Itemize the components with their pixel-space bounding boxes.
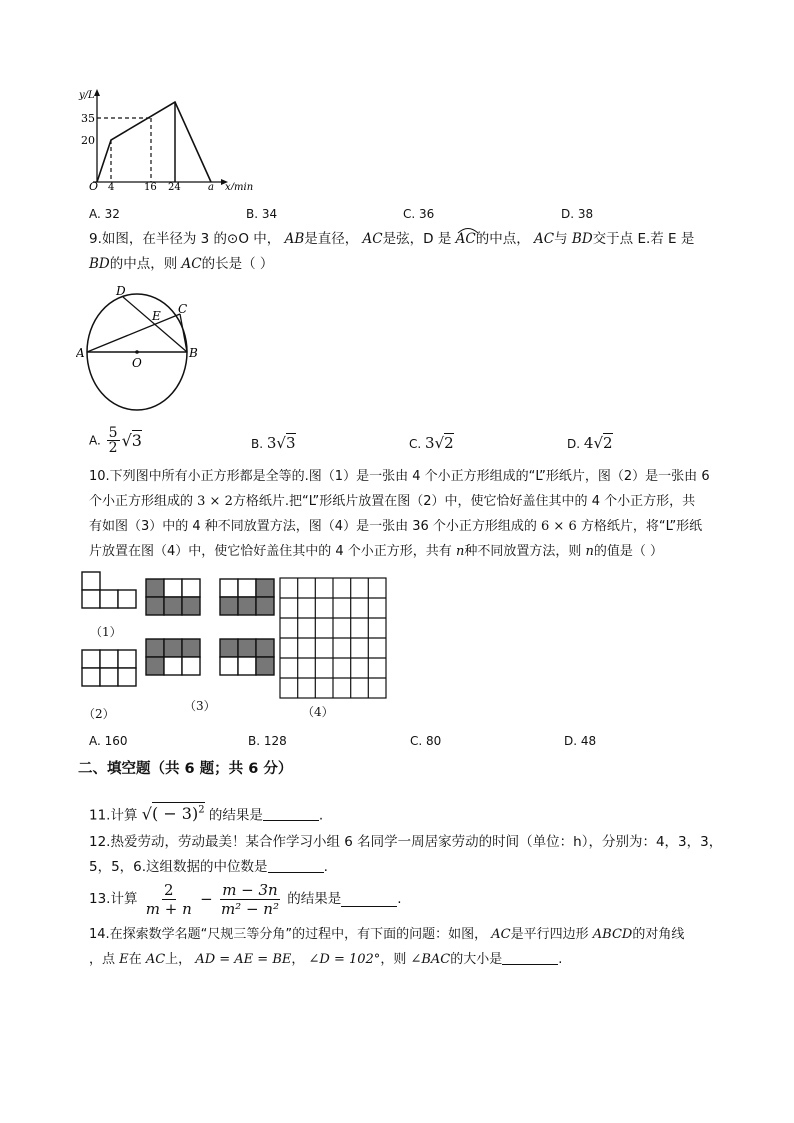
q13-fraction-1: $\frac{2}{m + n}$ bbox=[145, 880, 192, 918]
q10-figure-3-placement-4 bbox=[220, 639, 274, 675]
q10-caption-2: （2） bbox=[83, 707, 115, 721]
q9-label-o: O bbox=[132, 356, 142, 370]
q10-line-3: 有如图（3）中的 4 种不同放置方法，图（4）是一张由 36 个小正方形组成的 6 × 6 方格纸片，将“L”形纸 bbox=[89, 519, 703, 534]
q9-option-b[interactable]: B. 3√3 bbox=[251, 434, 296, 452]
q10-option-d[interactable]: D. 48 bbox=[564, 734, 597, 748]
q12-line-1: 12.热爱劳动，劳动最美！某合作学习小组 6 名同学一周居家劳动的时间（单位：h），分别为：4，3，3， bbox=[89, 834, 723, 850]
q10-caption-3: （3） bbox=[184, 699, 216, 713]
q12-answer-blank[interactable] bbox=[268, 858, 324, 873]
q13-fraction-2: $\frac{m - 3n}{\text{m² − n²}}$ bbox=[220, 880, 279, 918]
q10-figures bbox=[78, 568, 398, 720]
q8-y-tick-20: 20 bbox=[81, 134, 95, 147]
q11-line: 11.计算 √( − 3)$^2$ 的结果是 . bbox=[89, 804, 324, 824]
q10-figure-1-l-shape bbox=[82, 572, 136, 608]
q10-figure-3-placement-3 bbox=[146, 639, 200, 675]
q10-figure-2-grid bbox=[82, 650, 136, 686]
q10-option-b[interactable]: B. 128 bbox=[248, 734, 287, 748]
q14-line-1: 14.在探索数学名题“尺规三等分角”的过程中，有下面的问题：如图， AC是平行四边形 ABCD的对角线 bbox=[89, 927, 685, 942]
q9-options bbox=[89, 424, 709, 454]
q9-line-1: 9.如图，在半径为 3 的⊙O 中， AB是直径， AC是弦，D 是 AC的中点， AC与 BD交于点 E.若 E 是 bbox=[89, 229, 694, 249]
q10-figure-4-grid bbox=[280, 578, 386, 698]
q9-label-a: A bbox=[76, 346, 85, 360]
q10-option-c[interactable]: C. 80 bbox=[410, 734, 442, 748]
q11-sqrt-expression: √( − 3)$^2$ bbox=[141, 804, 205, 824]
q8-option-b[interactable]: B. 34 bbox=[246, 207, 278, 221]
q13-line: 13.计算 $\frac{2}{m + n}$ − $\frac{m - 3n}{\text{m² − n²}}$ 的结果是 . bbox=[89, 880, 402, 918]
q14-answer-blank[interactable] bbox=[502, 950, 558, 965]
q10-figure-3-placement-2 bbox=[220, 579, 274, 615]
q11-answer-blank[interactable] bbox=[263, 806, 319, 821]
q8-y-tick-35: 35 bbox=[81, 112, 95, 125]
q10-caption-4: （4） bbox=[302, 705, 334, 719]
q8-x-axis-label: x/min bbox=[225, 182, 254, 190]
section-2-title: 二、填空题（共 6 题；共 6 分） bbox=[78, 761, 293, 777]
q8-y-axis-label: y/L bbox=[79, 90, 95, 101]
q8-option-a[interactable]: A. 32 bbox=[89, 207, 120, 221]
q13-answer-blank[interactable] bbox=[341, 892, 397, 907]
q8-origin-label: O bbox=[89, 180, 99, 190]
q9-arc-ac: AC bbox=[456, 229, 476, 249]
q8-line-graph bbox=[78, 86, 268, 190]
q9-option-a[interactable]: A. $\frac{5}{2}$ √3 bbox=[89, 425, 142, 456]
q9-chord-ac bbox=[87, 314, 180, 352]
q9-label-d: D bbox=[116, 284, 126, 298]
q8-x-tick-16: 16 bbox=[144, 182, 157, 190]
q9-circle-figure bbox=[76, 282, 206, 414]
q10-line-1: 10.下列图中所有小正方形都是全等的.图（1）是一张由 4 个小正方形组成的“L”形纸片，图（2）是一张由 6 bbox=[89, 469, 710, 484]
q8-option-d[interactable]: D. 38 bbox=[561, 207, 594, 221]
q9-option-d[interactable]: D. 4√2 bbox=[567, 434, 613, 452]
q10-figure-3-placement-1 bbox=[146, 579, 200, 615]
q10-line-4: 片放置在图（4）中，使它恰好盖住其中的 4 个小正方形，共有 n种不同放置方法，则 n的值是（ ） bbox=[89, 544, 663, 559]
q8-x-tick-a: a bbox=[208, 182, 214, 190]
q9-center-dot bbox=[135, 350, 139, 354]
q8-y-arrow bbox=[94, 89, 100, 96]
q9-label-c: C bbox=[178, 302, 188, 316]
q8-x-tick-24: 24 bbox=[168, 182, 181, 190]
q10-caption-1: （1） bbox=[90, 625, 122, 639]
q10-option-a[interactable]: A. 160 bbox=[89, 734, 128, 748]
q10-line-2: 个小正方形组成的 3 × 2方格纸片.把“L”形纸片放置在图（2）中，使它恰好盖住其中的 4 个小正方形，共 bbox=[89, 494, 696, 509]
q9-label-b: B bbox=[189, 346, 198, 360]
q9-line-2: BD的中点，则 AC的长是（ ） bbox=[89, 256, 274, 272]
q14-line-2: ，点 E在 AC上， AD = AE = BE， ∠D = 102°，则 ∠BAC的大小是 . bbox=[89, 952, 563, 967]
q8-x-tick-4: 4 bbox=[108, 182, 115, 190]
q12-line-2: 5，5，6.这组数据的中位数是 . bbox=[89, 859, 328, 875]
q8-option-c[interactable]: C. 36 bbox=[403, 207, 435, 221]
q9-label-e: E bbox=[152, 309, 161, 323]
q9-option-c[interactable]: C. 3√2 bbox=[409, 434, 454, 452]
q8-graph-line bbox=[97, 102, 211, 182]
